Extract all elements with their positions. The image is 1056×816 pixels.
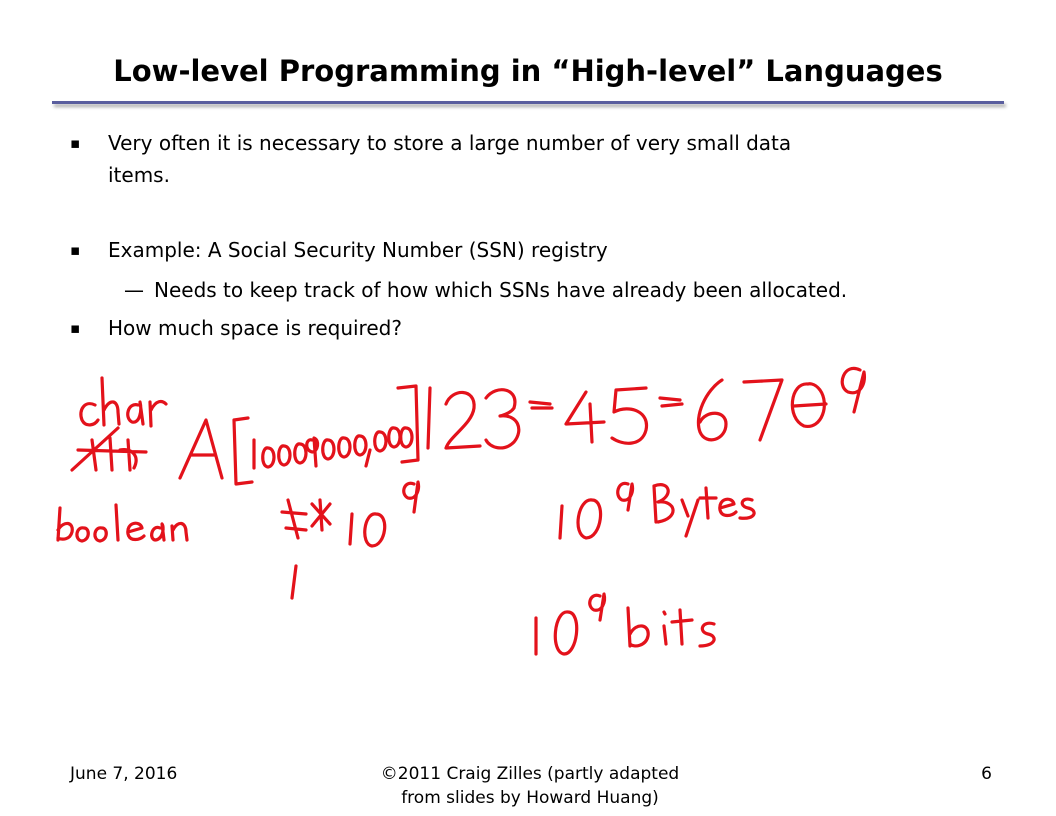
sub-bullet-text: Needs to keep track of how which SSNs have already been allocated.	[154, 278, 848, 302]
page-number: 6	[981, 764, 992, 784]
bullet-2-text: Example: A Social Security Number (SSN) registry	[108, 238, 608, 262]
footer-copyright-line-2: from slides by Howard Huang)	[401, 788, 659, 808]
sub-bullet-dash: —	[124, 278, 144, 302]
ink-char	[72, 378, 166, 470]
bullet-1-line-2: items.	[108, 163, 170, 187]
slide-title: Low-level Programming in “High-level” Languages	[113, 54, 943, 88]
ink-ssn	[428, 368, 864, 448]
footer-copyright-line-1: ©2011 Craig Zilles (partly adapted	[380, 764, 680, 784]
ink-bits	[536, 594, 714, 654]
bullet-3-text: How much space is required?	[108, 316, 402, 340]
ink-bytes	[560, 483, 754, 538]
ink-char-times	[282, 482, 419, 598]
ink-array-expression	[180, 386, 418, 484]
footer-copyright	[330, 762, 730, 810]
bullet-marker: ▪	[70, 134, 81, 152]
ink-boolean	[58, 505, 187, 541]
bullet-marker: ▪	[70, 241, 81, 259]
footer-date: June 7, 2016	[70, 764, 178, 784]
bullet-marker: ▪	[70, 319, 81, 337]
bullet-1-line-1: Very often it is necessary to store a large number of very small data	[108, 131, 792, 155]
